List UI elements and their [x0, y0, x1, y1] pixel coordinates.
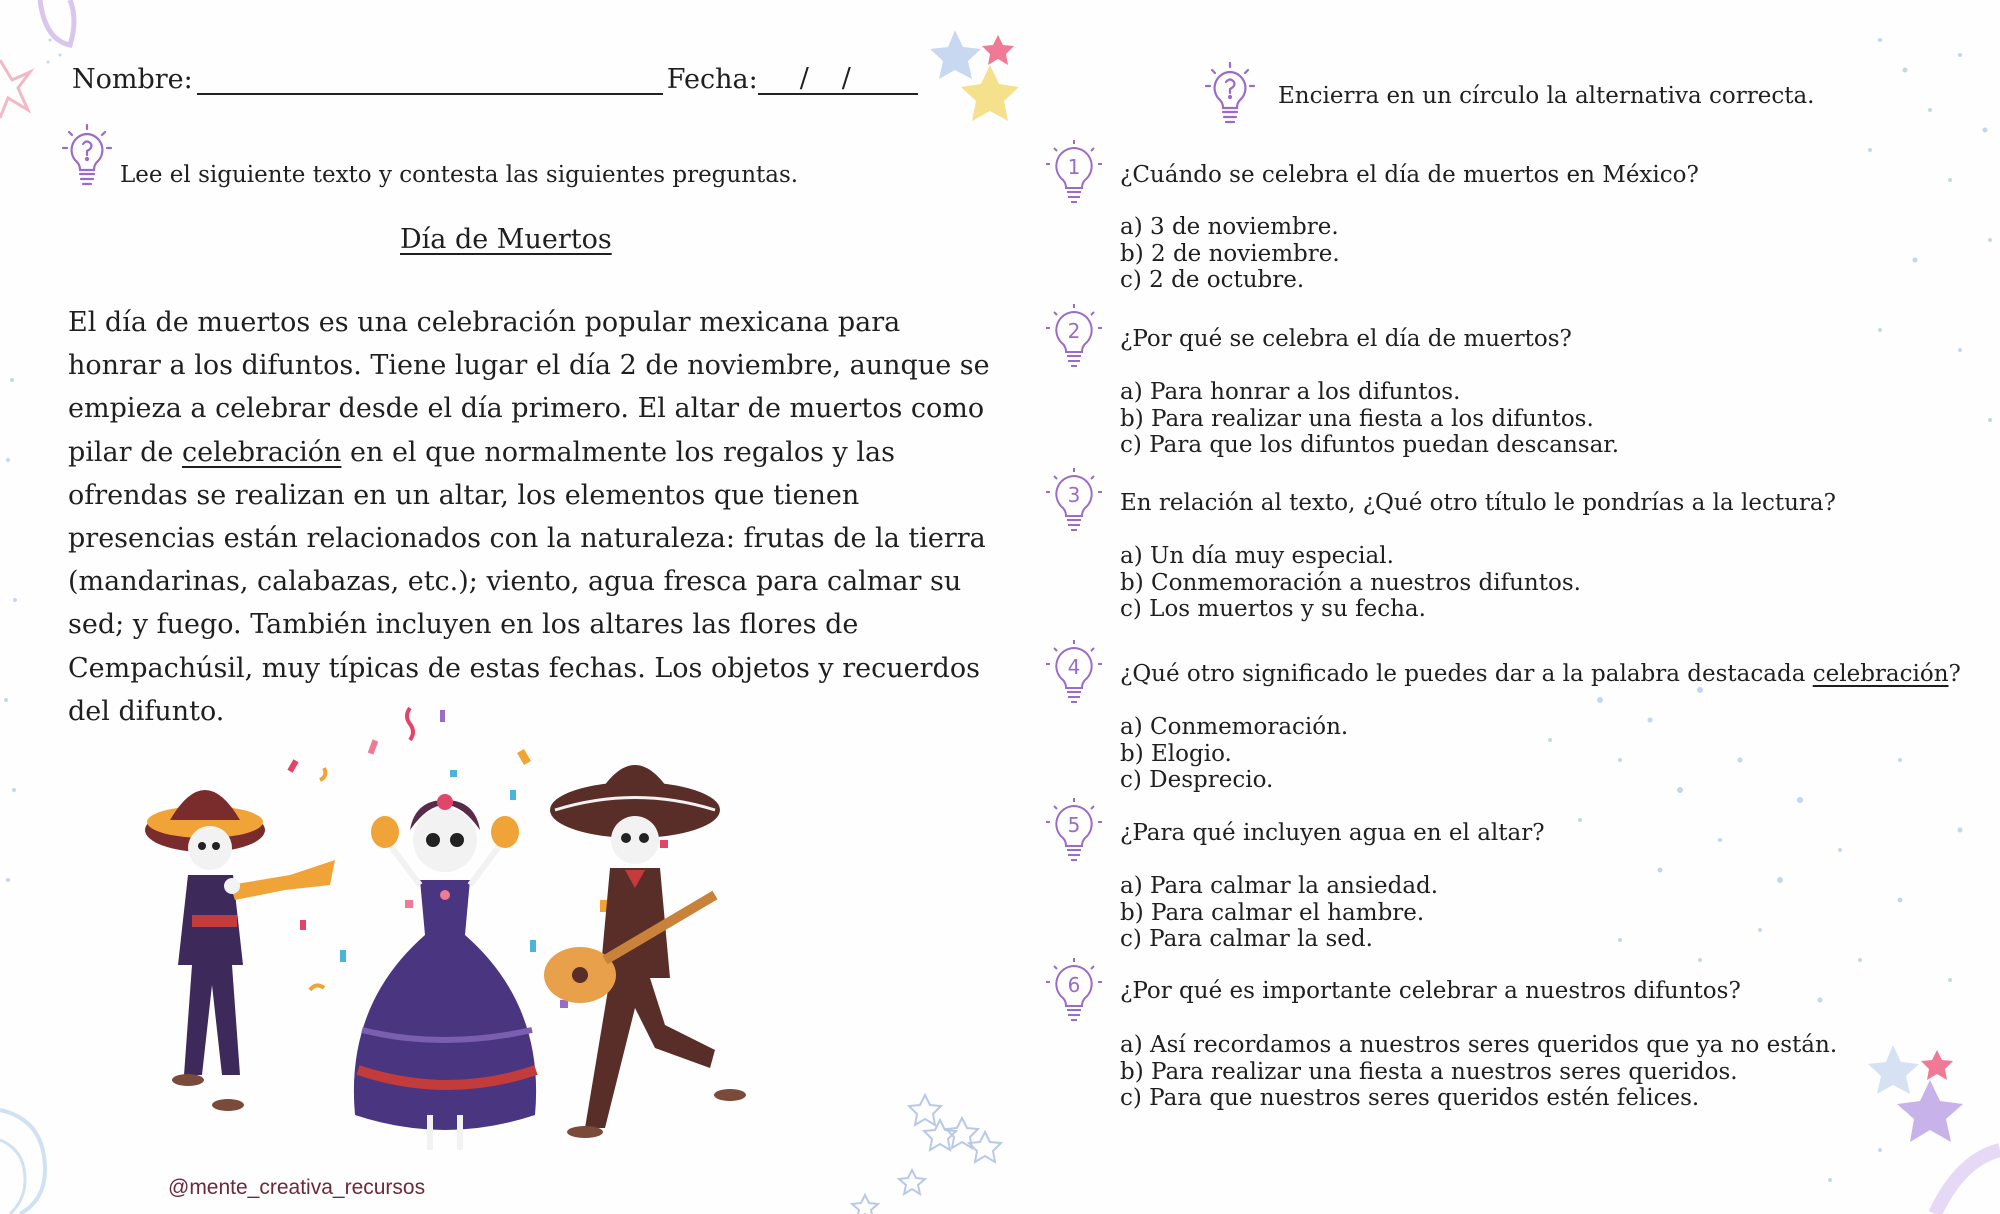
lightbulb-question-icon	[55, 122, 119, 198]
option[interactable]: a) 3 de noviembre.	[1120, 214, 1339, 240]
name-field[interactable]	[197, 67, 663, 95]
question-2-options	[1120, 379, 1619, 459]
option[interactable]: c) Para calmar la sed.	[1120, 926, 1373, 952]
passage-line: empieza a celebrar desde el día primero. El altar de muertos como	[68, 393, 985, 425]
question-2-text: ¿Por qué se celebra el día de muertos?	[1120, 326, 1572, 352]
option[interactable]: a) Un día muy especial.	[1120, 543, 1394, 569]
number-badge-icon	[1044, 640, 1104, 710]
option[interactable]: a) Para honrar a los difuntos.	[1120, 379, 1461, 405]
question-1-text: ¿Cuándo se celebra el día de muertos en México?	[1120, 162, 1699, 188]
option[interactable]: c) Para que los difuntos puedan descansar.	[1120, 432, 1620, 458]
name-date-line	[72, 64, 918, 95]
reading-passage	[68, 301, 1008, 733]
number-badge-icon	[1044, 140, 1104, 210]
option[interactable]: b) Para calmar el hambre.	[1120, 899, 1425, 926]
option[interactable]: a) Conmemoración.	[1120, 714, 1349, 740]
credit-handle: @mente_creativa_recursos	[168, 1176, 426, 1199]
passage-line: sed; y fuego. También incluyen en los altares las flores de	[68, 609, 859, 641]
question-6-options	[1120, 1032, 1837, 1112]
passage-line: honrar a los difuntos. Tiene lugar el día 2 de noviembre, aunque se	[68, 350, 990, 382]
svg-text:5: 5	[1067, 813, 1081, 837]
option[interactable]: b) Elogio.	[1120, 740, 1232, 767]
option[interactable]: a) Para calmar la ansiedad.	[1120, 873, 1439, 899]
option[interactable]: c) Para que nuestros seres queridos estén felices.	[1120, 1085, 1700, 1111]
svg-text:4: 4	[1067, 655, 1081, 679]
passage-line: del difunto.	[68, 695, 225, 727]
number-badge-icon	[1044, 958, 1104, 1028]
right-instruction: Encierra en un círculo la alternativa correcta.	[1278, 83, 1815, 109]
passage-title: Día de Muertos	[400, 224, 612, 255]
svg-text:6: 6	[1067, 973, 1081, 997]
passage-line: (mandarinas, calabazas, etc.); viento, agua fresca para calmar su	[68, 566, 962, 598]
svg-text:2: 2	[1067, 319, 1081, 343]
option[interactable]: a) Así recordamos a nuestros seres queridos que ya no están.	[1120, 1032, 1838, 1058]
left-instruction: Lee el siguiente texto y contesta las siguientes preguntas.	[120, 162, 799, 188]
highlighted-word: celebración	[1812, 661, 1949, 687]
option[interactable]: b) Conmemoración a nuestros difuntos.	[1120, 569, 1581, 596]
question-4-options	[1120, 714, 1348, 794]
lightbulb-question-icon	[1198, 60, 1262, 136]
number-badge-icon	[1044, 304, 1104, 374]
svg-text:3: 3	[1067, 483, 1081, 507]
passage-line-highlighted: pilar de celebración en el que normalmente los regalos y las	[68, 436, 895, 468]
option[interactable]: b) Para realizar una fiesta a los difuntos.	[1120, 405, 1594, 432]
date-label: Fecha:	[666, 64, 758, 95]
number-badge-icon	[1044, 798, 1104, 868]
option[interactable]: b) Para realizar una fiesta a nuestros seres queridos.	[1120, 1058, 1738, 1085]
passage-line: Cempachúsil, muy típicas de estas fechas. Los objetos y recuerdos	[68, 652, 980, 684]
highlighted-word: celebración	[182, 436, 342, 468]
option[interactable]: b) 2 de noviembre.	[1120, 240, 1340, 267]
question-3-options	[1120, 543, 1581, 623]
option[interactable]: c) 2 de octubre.	[1120, 267, 1305, 293]
passage-line: ofrendas se realizan en un altar, los elementos que tienen	[68, 479, 860, 511]
svg-text:1: 1	[1067, 155, 1081, 179]
question-5-options	[1120, 873, 1438, 953]
question-4-text: ¿Qué otro significado le puedes dar a la palabra destacada celebración?	[1120, 661, 1961, 687]
skeleton-illustration	[140, 700, 780, 1160]
name-label: Nombre:	[72, 64, 193, 95]
number-badge-icon	[1044, 468, 1104, 538]
option[interactable]: c) Los muertos y su fecha.	[1120, 596, 1426, 622]
question-1-options	[1120, 214, 1340, 294]
passage-line: El día de muertos es una celebración popular mexicana para	[68, 307, 901, 338]
question-3-text: En relación al texto, ¿Qué otro título le pondrías a la lectura?	[1120, 490, 1836, 516]
question-6-text: ¿Por qué es importante celebrar a nuestros difuntos?	[1120, 978, 1741, 1004]
passage-line: presencias están relacionados con la naturaleza: frutas de la tierra	[68, 523, 986, 555]
question-5-text: ¿Para qué incluyen agua en el altar?	[1120, 820, 1545, 846]
date-field[interactable]: / /	[758, 67, 918, 95]
option[interactable]: c) Desprecio.	[1120, 767, 1274, 793]
